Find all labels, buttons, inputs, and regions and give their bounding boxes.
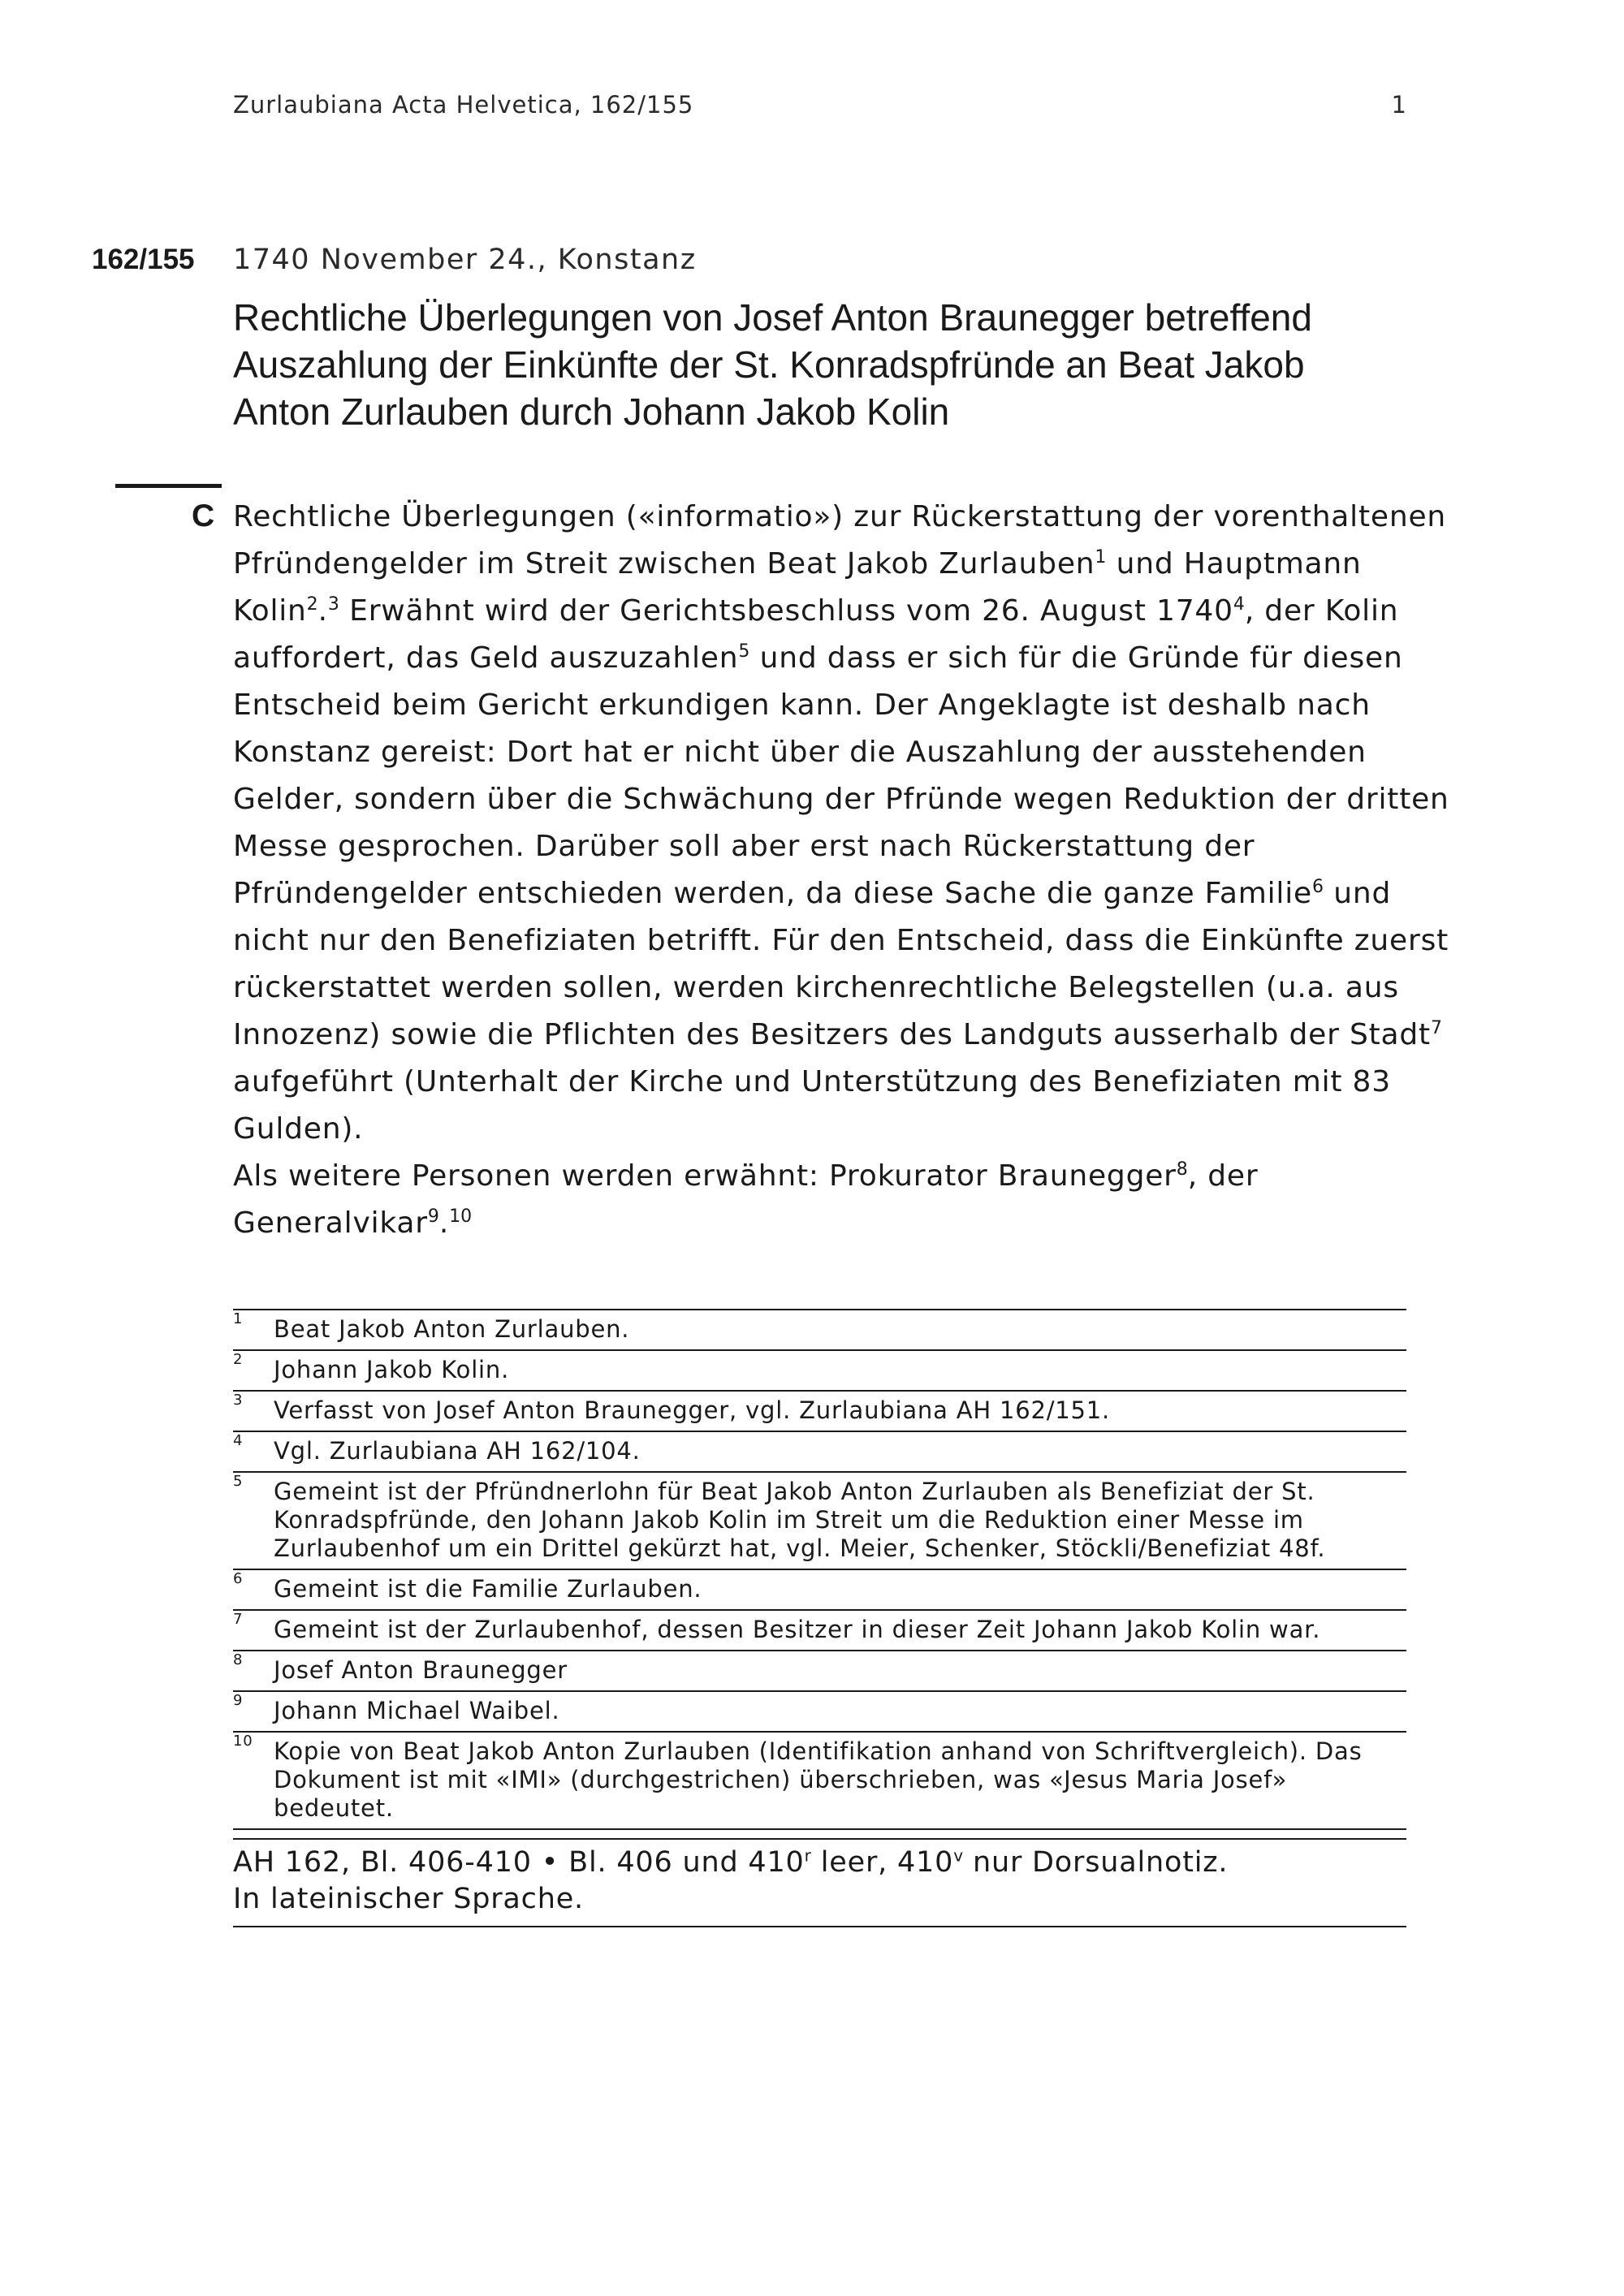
footnote-number: 3 xyxy=(233,1392,244,1409)
footnote-line: Verfasst von Josef Anton Braunegger, vgl. Zurlaubiana AH 162/151. xyxy=(274,1396,1111,1424)
summary-line: Pfründengelder entschieden werden, da diese Sache die ganze Familie$^6$ und xyxy=(233,877,1392,910)
footnote-line: Josef Anton Braunegger xyxy=(274,1656,568,1684)
footnote-number: 6 xyxy=(233,1570,244,1587)
footnote xyxy=(233,1351,1406,1392)
footnote-line: Dokument ist mit «IMI» (durchgestrichen) überschrieben, was «Jesus Maria Josef» xyxy=(274,1766,1288,1793)
footnote-number: 1 xyxy=(233,1310,244,1327)
footnote-ref: 7 xyxy=(1430,1018,1442,1038)
footnote-number: 9 xyxy=(233,1692,244,1709)
footnote-number: 8 xyxy=(233,1651,244,1668)
footnote-number: 10 xyxy=(233,1733,253,1750)
footnote xyxy=(233,1611,1406,1651)
document-date-place: 1740 November 24., Konstanz xyxy=(233,244,697,276)
footnote-text xyxy=(274,1315,1406,1344)
summary-line: Innozenz) sowie die Pflichten des Besitzers des Landguts ausserhalb der Stadt$^7$ xyxy=(233,1018,1442,1051)
footnote-ref: 10 xyxy=(449,1206,473,1227)
footnote-text xyxy=(274,1656,1406,1685)
footnote xyxy=(233,1392,1406,1432)
footnote-line: bedeutet. xyxy=(274,1794,394,1822)
footnote-ref: 5 xyxy=(738,641,750,662)
footnote-text xyxy=(274,1575,1406,1603)
page-number: 1 xyxy=(1391,91,1406,119)
source-line: In lateinischer Sprache. xyxy=(233,1883,584,1915)
footnote-text xyxy=(274,1697,1406,1725)
footnote-ref: 4 xyxy=(1233,594,1245,615)
footnote-line: Johann Jakob Kolin. xyxy=(274,1356,510,1383)
summary-line: nicht nur den Benefiziaten betrifft. Für den Entscheid, dass die Einkünfte zuerst xyxy=(233,924,1449,957)
footnote-ref: 1 xyxy=(1095,547,1107,568)
footnote-text xyxy=(274,1396,1406,1425)
footnote-line: Konradspfründe, den Johann Jakob Kolin im Streit um die Reduktion einer Messe im xyxy=(274,1506,1304,1534)
summary-line: Pfründengelder im Streit zwischen Beat Jakob Zurlauben$^1$ und Hauptmann xyxy=(233,547,1362,580)
footnote-line: Beat Jakob Anton Zurlauben. xyxy=(274,1315,630,1343)
footnote-number: 5 xyxy=(233,1473,244,1490)
footnote xyxy=(233,1651,1406,1692)
summary-line: Konstanz gereist: Dort hat er nicht über die Auszahlung der ausstehenden xyxy=(233,736,1367,769)
footnote-line: Kopie von Beat Jakob Anton Zurlauben (Identifikation anhand von Schriftvergleich). Das xyxy=(274,1737,1363,1765)
summary-line: Gelder, sondern über die Schwächung der Pfründe wegen Reduktion der dritten xyxy=(233,783,1449,816)
section-divider xyxy=(115,484,222,488)
page-header xyxy=(233,91,1406,132)
footnote-line: Johann Michael Waibel. xyxy=(274,1697,560,1724)
title-line: Anton Zurlauben durch Johann Jakob Kolin xyxy=(233,391,950,433)
summary-line: Generalvikar$^9$.$^{10}$ xyxy=(233,1206,473,1240)
footnote-line: Gemeint ist der Pfründnerlohn für Beat Jakob Anton Zurlauben als Benefiziat der St. xyxy=(274,1478,1315,1505)
footnote-text xyxy=(274,1616,1406,1644)
summary-line: Gulden). xyxy=(233,1112,364,1146)
summary-line: Rechtliche Überlegungen («informatio») zur Rückerstattung der vorenthaltenen xyxy=(233,500,1447,533)
footnotes-list xyxy=(233,1309,1406,1830)
summary-line: Messe gesprochen. Darüber soll aber erst nach Rückerstattung der xyxy=(233,830,1255,863)
footnote-ref: 3 xyxy=(327,594,339,615)
footnote-text xyxy=(274,1437,1406,1465)
footnote xyxy=(233,1570,1406,1611)
document-id: 162/155 xyxy=(92,244,195,275)
footnote-number: 7 xyxy=(233,1611,244,1628)
footnote-ref: 2 xyxy=(306,594,318,615)
summary-line: Als weitere Personen werden erwähnt: Prokurator Braunegger$^8$, der xyxy=(233,1159,1259,1193)
footnote xyxy=(233,1692,1406,1733)
section-letter: C xyxy=(192,498,215,533)
footnote-text xyxy=(274,1478,1406,1563)
summary-line: Entscheid beim Gericht erkundigen kann. Der Angeklagte ist deshalb nach xyxy=(233,688,1371,722)
footnote xyxy=(233,1432,1406,1473)
footnote xyxy=(233,1733,1406,1830)
footnote-text xyxy=(274,1356,1406,1384)
footnote-ref: 8 xyxy=(1176,1159,1188,1180)
summary-line: rückerstattet werden sollen, werden kirchenrechtliche Belegstellen (u.a. aus xyxy=(233,971,1399,1004)
footnote-line: Vgl. Zurlaubiana AH 162/104. xyxy=(274,1437,641,1465)
summary-text xyxy=(233,494,1449,1247)
summary-line: auffordert, das Geld auszuzahlen$^5$ und dass er sich für die Gründe für diesen xyxy=(233,641,1403,675)
footnote-number: 2 xyxy=(233,1351,244,1368)
document-title xyxy=(233,294,1410,435)
footnote xyxy=(233,1473,1406,1570)
summary-line: aufgeführt (Unterhalt der Kirche und Unterstützung des Benefiziaten mit 83 xyxy=(233,1065,1391,1098)
title-line: Auszahlung der Einkünfte der St. Konradspfründe an Beat Jakob xyxy=(233,343,1305,386)
footnote-number: 4 xyxy=(233,1432,244,1449)
footnote-line: Gemeint ist der Zurlaubenhof, dessen Besitzer in dieser Zeit Johann Jakob Kolin war. xyxy=(274,1616,1321,1643)
summary-line: Kolin$^2$.$^3$ Erwähnt wird der Gerichtsbeschluss vom 26. August 1740$^4$, der Kolin xyxy=(233,594,1399,628)
source-line: AH 162, Bl. 406-410 • Bl. 406 und 410$^r$ leer, 410$^v$ nur Dorsualnotiz. xyxy=(233,1845,1229,1879)
footnote-ref: v xyxy=(953,1845,964,1866)
footnote-line: Zurlaubenhof um ein Drittel gekürzt hat, vgl. Meier, Schenker, Stöckli/Benefiziat 48f. xyxy=(274,1534,1326,1562)
footnote xyxy=(233,1310,1406,1351)
footnote-ref: 9 xyxy=(427,1206,439,1227)
source-note xyxy=(233,1838,1406,1927)
footnote-text xyxy=(274,1737,1406,1823)
footnote-line: Gemeint ist die Familie Zurlauben. xyxy=(274,1575,702,1603)
title-line: Rechtliche Überlegungen von Josef Anton Braunegger betreffend xyxy=(233,296,1312,339)
running-title: Zurlaubiana Acta Helvetica, 162/155 xyxy=(233,91,694,119)
footnote-ref: r xyxy=(804,1845,811,1866)
footnote-ref: 6 xyxy=(1311,877,1324,897)
